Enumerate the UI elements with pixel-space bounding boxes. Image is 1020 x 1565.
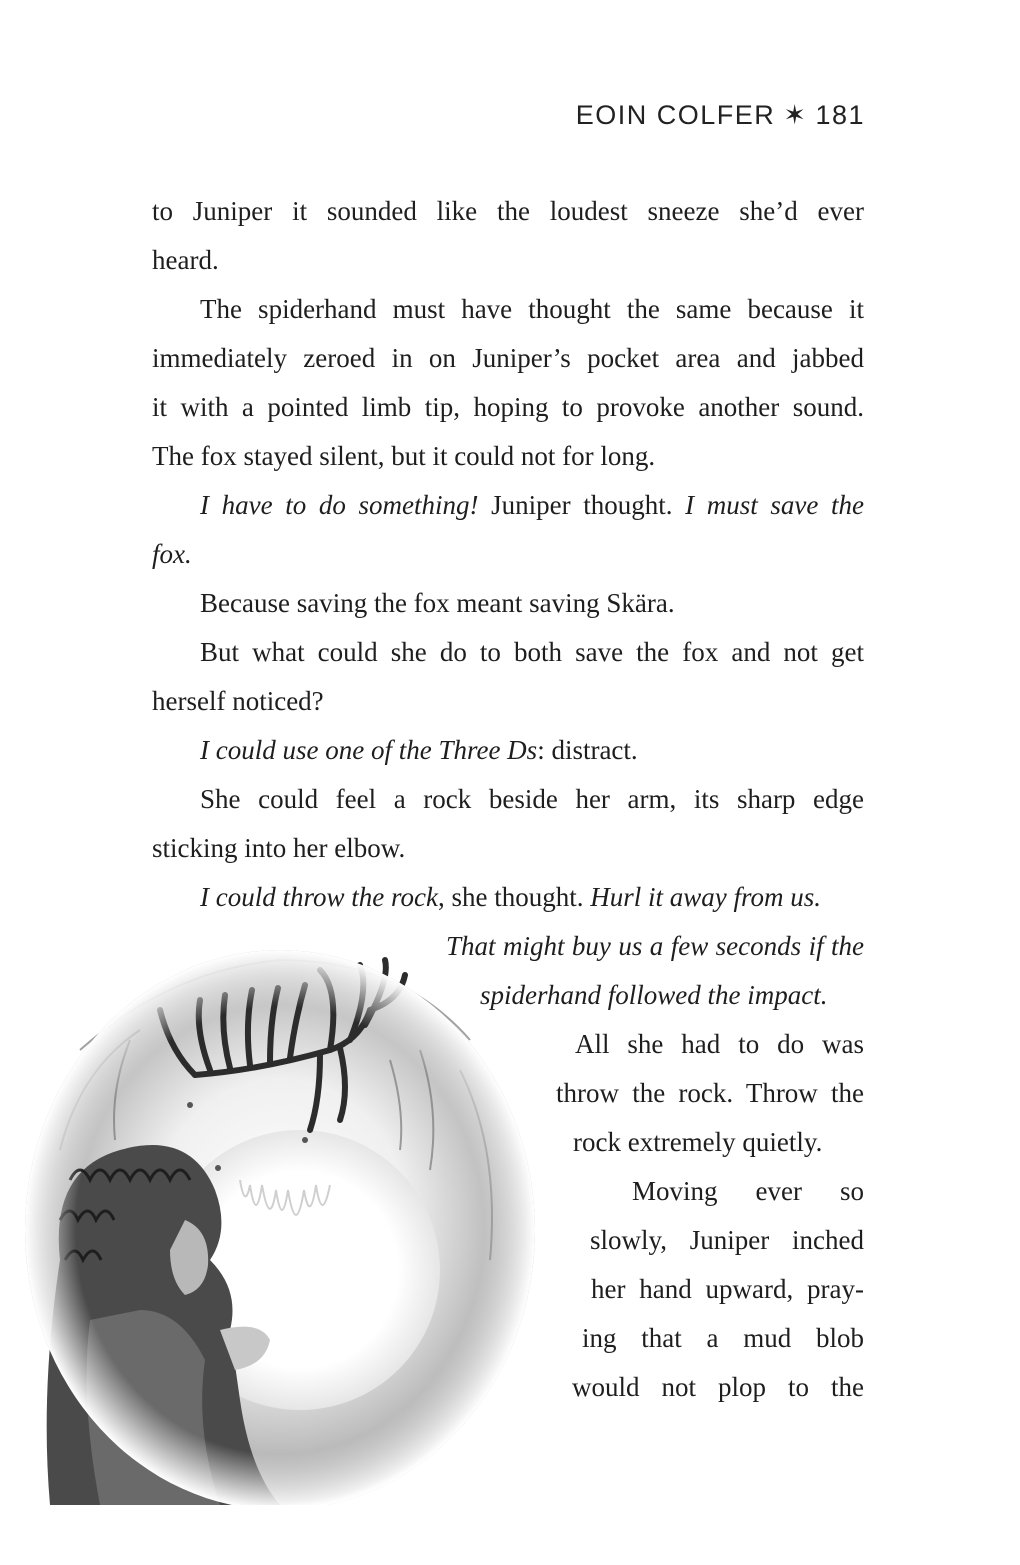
text-line: rock extremely quietly. <box>573 1127 823 1157</box>
text-line: The fox stayed silent, but it could not for long. <box>152 441 656 471</box>
text-line: But what could she do to both save the fox and not get <box>200 637 864 667</box>
text-line <box>152 530 192 579</box>
text-line: ing that a mud blob <box>582 1323 864 1353</box>
text-line: Because saving the fox meant saving Skära. <box>200 588 675 618</box>
author-name: EOIN COLFER <box>575 100 776 130</box>
star-separator-icon: ✶ <box>783 100 808 130</box>
text-line: sticking into her elbow. <box>152 833 406 863</box>
thought-text: spiderhand followed the impact. <box>480 980 828 1010</box>
cave-illustration <box>20 930 540 1505</box>
text-line: would not plop to the <box>572 1372 864 1402</box>
thought-text: fox. <box>152 539 192 569</box>
page-number: 181 <box>815 100 865 130</box>
text-line: immediately zeroed in on Juniper’s pocket area and jabbed <box>152 343 864 373</box>
text-line: herself noticed? <box>152 686 324 716</box>
thought-text: I could throw the rock <box>200 882 438 912</box>
thought-text: Hurl it away from us. <box>590 882 821 912</box>
text-line: throw the rock. Throw the <box>556 1078 864 1108</box>
text-line: it with a pointed limb tip, hoping to provoke another sound. <box>152 392 864 422</box>
running-header <box>576 100 865 131</box>
text-line <box>446 922 864 971</box>
narration-text: Juniper thought. <box>478 490 686 520</box>
text-line <box>200 726 638 775</box>
text-line: to Juniper it sounded like the loudest sneeze she’d ever <box>152 196 864 226</box>
thought-text: I must save the <box>685 490 864 520</box>
text-line <box>200 481 864 530</box>
text-line: Moving ever so <box>632 1176 864 1206</box>
text-line: her hand upward, pray- <box>591 1274 864 1304</box>
text-line: heard. <box>152 245 219 275</box>
thought-text: I could use one of the Three Ds <box>200 735 538 765</box>
thought-text: I have to do something! <box>200 490 479 520</box>
thought-text: That might buy us a few seconds if the <box>446 931 864 961</box>
narration-text: : distract. <box>537 735 638 765</box>
text-line: slowly, Juniper inched <box>590 1225 864 1255</box>
narration-text: , she thought. <box>437 882 591 912</box>
text-line <box>480 971 827 1020</box>
text-line: All she had to do was <box>575 1029 864 1059</box>
text-line: She could feel a rock beside her arm, its sharp edge <box>200 784 864 814</box>
text-line: The spiderhand must have thought the same because it <box>200 294 864 324</box>
text-line <box>200 873 821 922</box>
